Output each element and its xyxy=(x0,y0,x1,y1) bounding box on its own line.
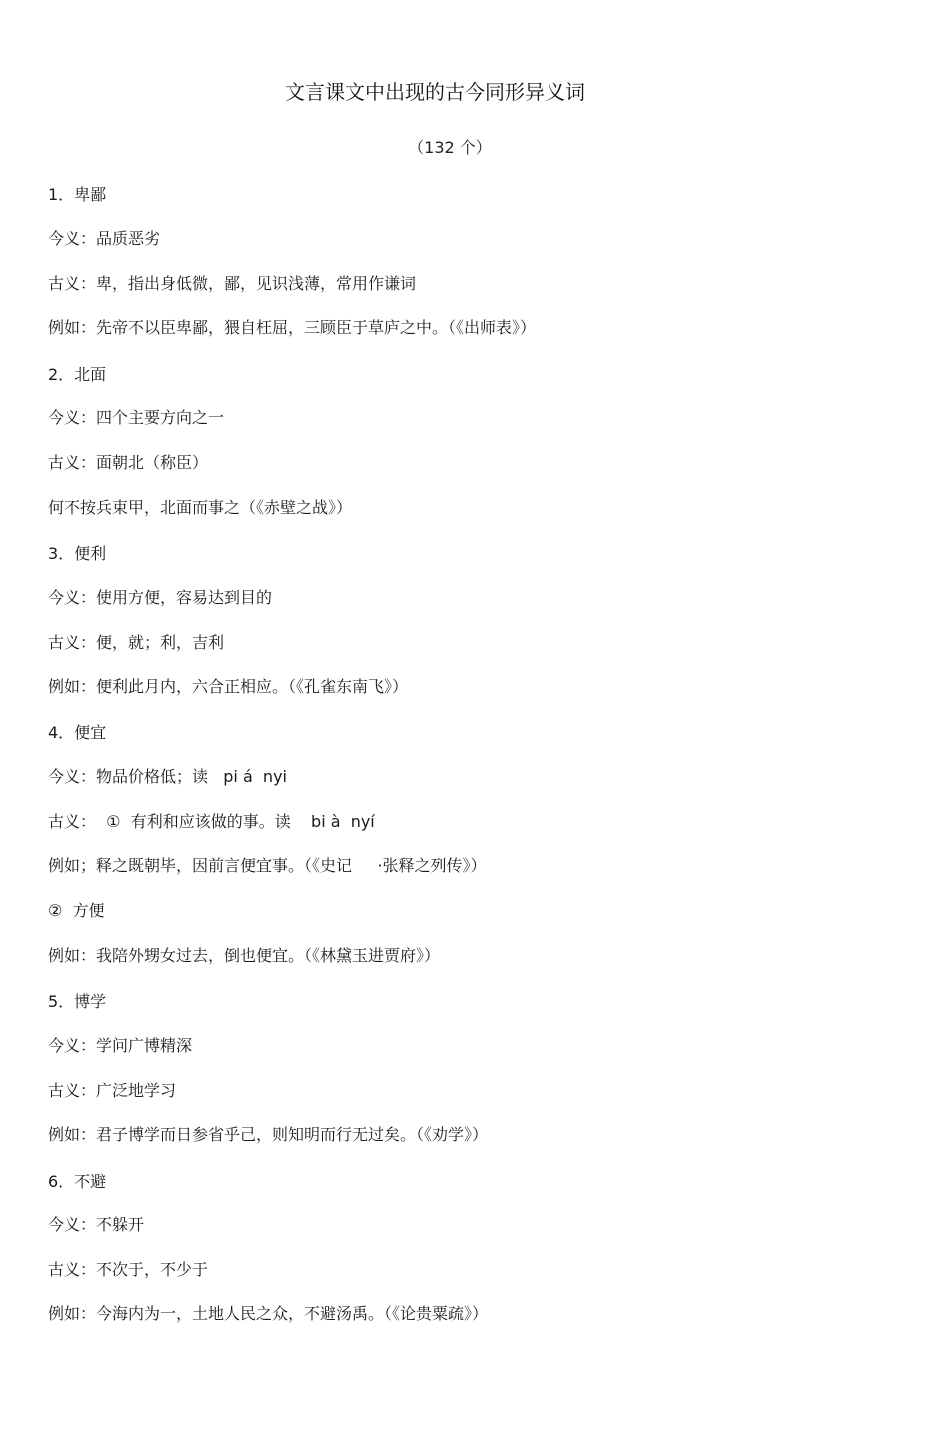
entry-heading: 5．博学 xyxy=(48,992,107,1011)
modern-meaning: 今义：四个主要方向之一 xyxy=(48,408,225,427)
ancient-meaning: 古义： ① 有利和应该做的事。读 bi à nyí xyxy=(48,812,375,831)
ancient-meaning: 古义：面朝北（称臣） xyxy=(48,453,209,472)
modern-meaning: 今义：学问广博精深 xyxy=(48,1036,193,1055)
ancient-meaning: 古义：广泛地学习 xyxy=(48,1081,177,1100)
ancient-meaning: ② 方便 xyxy=(48,901,105,920)
entry-heading: 2．北面 xyxy=(48,365,107,384)
entry-heading: 6．不避 xyxy=(48,1172,107,1191)
modern-meaning: 今义：使用方便，容易达到目的 xyxy=(48,588,273,607)
document-title: 文言课文中出现的古今同形异义词 xyxy=(285,80,585,104)
example-sentence: 例如：今海内为一，土地人民之众，不避汤禹。（《论贵粟疏》） xyxy=(48,1304,489,1323)
modern-meaning: 今义：物品价格低；读 pi á nyi xyxy=(48,767,287,786)
entry-heading: 3．便利 xyxy=(48,544,107,563)
modern-meaning: 今义：不躲开 xyxy=(48,1215,145,1234)
example-sentence: 例如：先帝不以臣卑鄙，猥自枉屈，三顾臣于草庐之中。（《出师表》） xyxy=(48,318,537,337)
document-subtitle: （132 个） xyxy=(408,138,492,157)
entry-heading: 1．卑鄙 xyxy=(48,185,107,204)
example-sentence: 例如：我陪外甥女过去，倒也便宜。（《林黛玉进贾府》） xyxy=(48,946,441,965)
ancient-meaning: 古义：卑，指出身低微，鄙，见识浅薄，常用作谦词 xyxy=(48,274,417,293)
example-sentence: 何不按兵束甲，北面而事之（《赤壁之战》） xyxy=(48,498,353,517)
ancient-meaning: 古义：不次于，不少于 xyxy=(48,1260,209,1279)
example-sentence: 例如；释之既朝毕，因前言便宜事。（《史记 ·张释之列传》） xyxy=(48,856,487,875)
example-sentence: 例如：便利此月内，六合正相应。（《孔雀东南飞》） xyxy=(48,677,409,696)
entry-heading: 4．便宜 xyxy=(48,723,107,742)
modern-meaning: 今义：品质恶劣 xyxy=(48,229,161,248)
example-sentence: 例如：君子博学而日参省乎己，则知明而行无过矣。（《劝学》） xyxy=(48,1125,489,1144)
ancient-meaning: 古义：便，就；利，吉利 xyxy=(48,633,225,652)
